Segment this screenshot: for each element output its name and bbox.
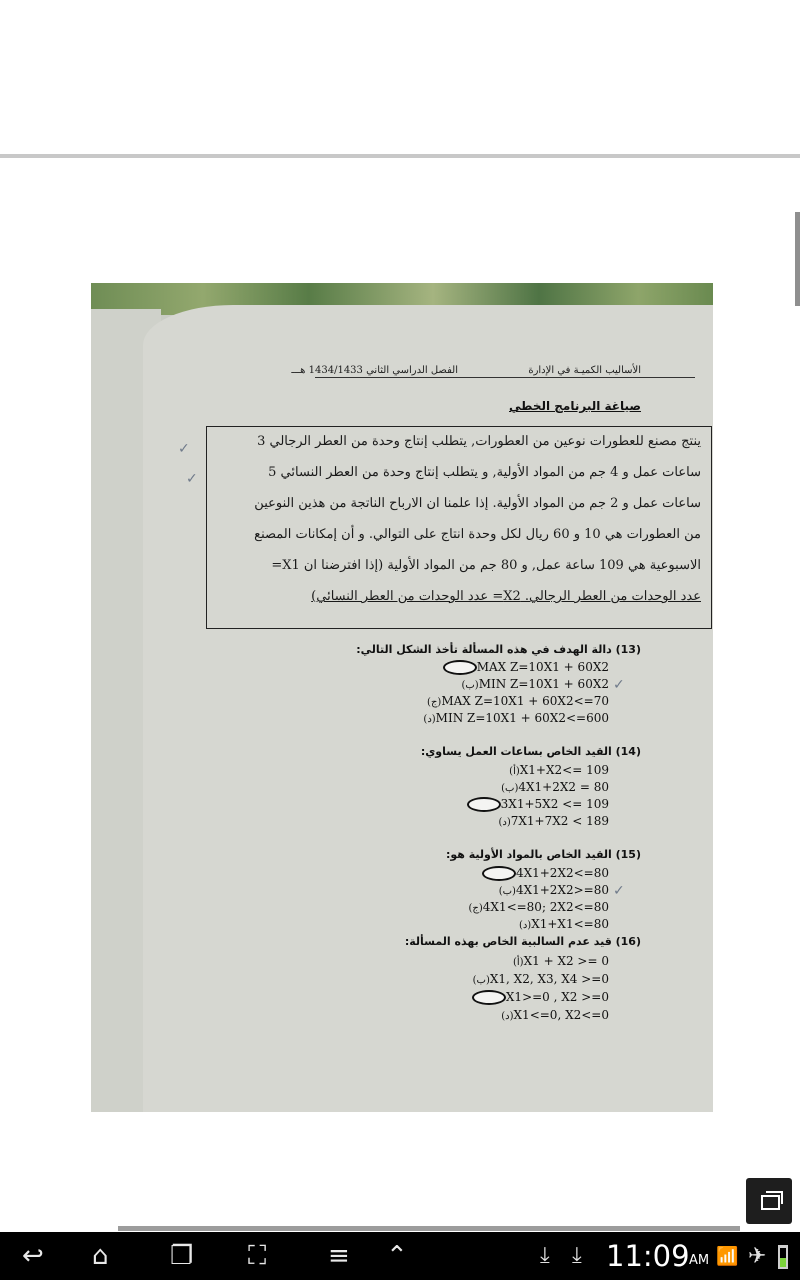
problem-line: عدد الوحدات من العطر الرجالي. X2= عدد الوحدات من العطر النسائي) [311, 589, 701, 604]
question-14-title: (14) القيد الخاص بساعات العمل يساوي: [420, 745, 641, 758]
header-course: الأساليب الكميـة في الإدارة [528, 365, 641, 376]
question-16-title: (16) قيد عدم السالبية الخاص بهذه المسألة: [404, 935, 641, 948]
option-13d: (د)MIN Z=10X1 + 60X2<=600 [423, 711, 609, 725]
option-16c: X1>=0 , X2 >=0 [464, 990, 609, 1005]
question-15-title: (15) القيد الخاص بالمواد الأولية هو: [445, 848, 641, 861]
problem-line: ساعات عمل و 2 جم من المواد الأولية. إذا علمنا ان الارباح الناتجة من هذين النوعين [254, 496, 701, 511]
recent-apps-icon[interactable]: ❐ [170, 1241, 194, 1271]
header-rule [315, 377, 695, 378]
header-semester: الفصل الدراسي الثاني 1434/1433 هـــ [291, 365, 458, 376]
option-13a: MAX Z=10X1 + 60X2 [435, 660, 609, 675]
option-15d: (د)X1+X1<=80 [518, 917, 609, 931]
option-16a: (أ)X1 + X2 >= 0 [512, 954, 609, 968]
option-15b: (ب)4X1+2X2>=80 [498, 883, 609, 897]
answer-mark-icon [443, 660, 477, 675]
problem-line: من العطورات هي 10 و 60 ريال لكل وحدة انتاج على التوالي. و أن إمكانات المصنع [254, 527, 701, 542]
option-13c: (ج)MAX Z=10X1 + 60X2<=70 [427, 694, 609, 708]
problem-line: ساعات عمل و 4 جم من المواد الأولية, و يتطلب إنتاج وحدة من العطر النسائي 5 [268, 465, 701, 480]
paper-page [143, 305, 713, 1112]
download-icon: ⤓ [540, 1243, 550, 1268]
option-16b: (ب)X1, X2, X3, X4 >=0 [472, 972, 609, 986]
answer-mark-icon [482, 866, 516, 881]
question-13-title: (13) دالة الهدف في هذه المسألة تأخذ الشكل التالي: [356, 643, 641, 656]
status-ampm: AM [689, 1253, 710, 1268]
vertical-scrollbar[interactable] [795, 212, 800, 306]
option-15a: 4X1+2X2<=80 [474, 866, 609, 881]
option-13b: (ب)MIN Z=10X1 + 60X2 [461, 677, 609, 691]
problem-box [206, 426, 712, 629]
option-14c: 3X1+5X2 <= 109 [459, 797, 609, 812]
pen-mark-icon: ✓ [186, 471, 198, 487]
pen-mark-icon: ✓ [613, 883, 625, 899]
screenshot-icon[interactable]: ⛶ [248, 1241, 267, 1271]
document-photo[interactable] [91, 283, 713, 1112]
option-14b: (ب)4X1+2X2 = 80 [501, 780, 609, 794]
download-icon: ⤓ [572, 1243, 582, 1268]
back-arrow-icon[interactable]: ↩ [22, 1241, 44, 1271]
answer-mark-icon [472, 990, 506, 1005]
home-icon[interactable]: ⌂ [92, 1241, 109, 1271]
option-16d: (د)X1<=0, X2<=0 [501, 1008, 609, 1022]
recent-apps-button[interactable] [746, 1178, 792, 1224]
option-14a: (أ)X1+X2<= 109 [509, 763, 609, 777]
answer-mark-icon [467, 797, 501, 812]
top-divider [0, 154, 800, 158]
pen-mark-icon: ✓ [613, 677, 625, 693]
option-14d: (د)7X1+7X2 < 189 [498, 814, 609, 828]
window-icon [761, 1195, 780, 1210]
battery-icon [778, 1245, 788, 1269]
problem-line: ينتج مصنع للعطورات نوعين من العطورات, يتطلب إنتاج وحدة من العطر الرجالي 3 [257, 434, 701, 449]
airplane-icon: ✈ [748, 1244, 767, 1269]
option-15c: (ج)4X1<=80; 2X2<=80 [468, 900, 609, 914]
horizontal-scrollbar[interactable] [118, 1226, 740, 1231]
wifi-icon: 📶 [716, 1246, 739, 1267]
menu-icon[interactable]: ≡ [328, 1241, 350, 1271]
status-clock: 11:09 [606, 1239, 690, 1273]
section-title: صياغة البرنامج الخطي [509, 399, 641, 413]
pen-mark-icon: ✓ [178, 441, 190, 457]
battery-level [780, 1258, 786, 1267]
problem-line: الاسبوعية هي 109 ساعة عمل, و 80 جم من المواد الأولية (إذا افترضنا ان X1= [271, 558, 701, 573]
chevron-up-icon[interactable]: ⌃ [386, 1241, 408, 1271]
